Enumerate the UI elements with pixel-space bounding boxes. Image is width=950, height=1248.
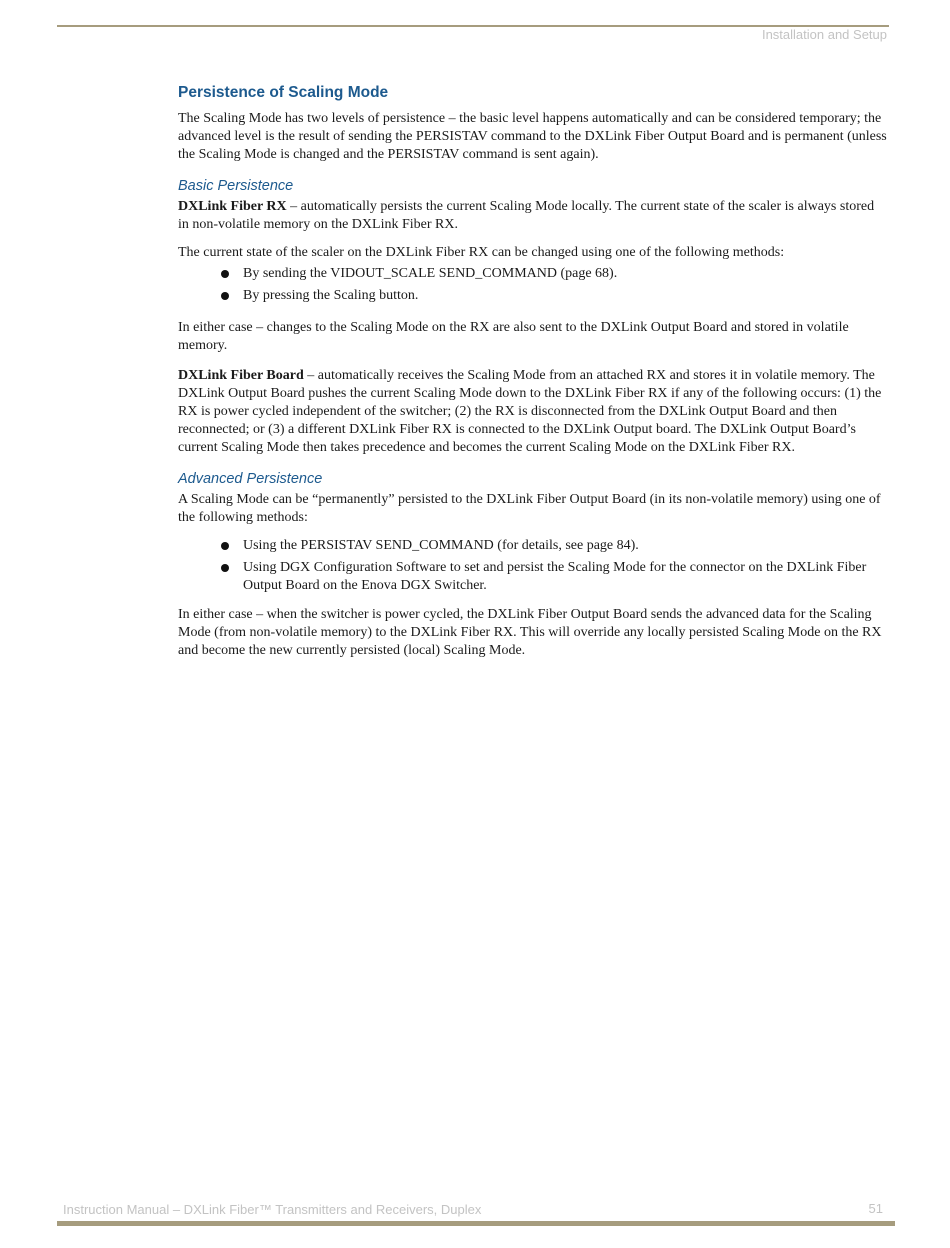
list-item-text: By sending the VIDOUT_SCALE SEND_COMMAND (page 68). [243, 266, 618, 281]
basic-persistence-heading: Basic Persistence [178, 178, 294, 194]
basic-either-case-paragraph: In either case – changes to the Scaling Mode on the RX are also sent to the DXLink Output Board and stored in volatile memory. [178, 320, 849, 353]
basic-methods-list [178, 265, 888, 305]
bullet-icon [221, 542, 229, 550]
list-item [178, 287, 888, 305]
rx-text: – automatically persists the current Scaling Mode locally. The current state of the scaler is always stored in non-volatile memory on the DXLink Fiber RX. [178, 199, 875, 232]
running-header: Installation and Setup [761, 27, 887, 42]
advanced-either-case-paragraph: In either case – when the switcher is power cycled, the DXLink Fiber Output Board sends the advanced data for the Scaling Mode (from non-volatile memory) to the DXLink Fiber RX. This will override any locally persisted Scaling Mode on the RX and become the new currently persisted (local) Scaling Mode. [178, 607, 882, 658]
board-paragraph [178, 367, 888, 457]
advanced-methods-list [178, 537, 888, 595]
list-item [178, 265, 888, 283]
advanced-persistence-heading: Advanced Persistence [178, 471, 323, 487]
page-number: 51 [868, 1201, 883, 1216]
list-item [178, 559, 888, 595]
methods-intro-paragraph: The current state of the scaler on the DXLink Fiber RX can be changed using one of the following methods: [178, 245, 785, 260]
rx-term: DXLink Fiber RX [178, 199, 287, 214]
board-text: – automatically receives the Scaling Mode from an attached RX and stores it in volatile memory. The DXLink Output Board pushes the current Scaling Mode down to the DXLink Fiber RX if any of the following occurs: (1) the RX is power cycled independent of the switcher; (2) the RX is disconnected from the DXLink Output Board and then reconnected; or (3) a different DXLink Fiber RX is connected to the DXLink Output board. The DXLink Output Board’s current Scaling Mode then takes precedence and becomes the current Scaling Mode on the DXLink Fiber RX. [178, 368, 882, 455]
section-title: Persistence of Scaling Mode [178, 84, 389, 101]
page-content [178, 82, 888, 670]
list-item [178, 537, 888, 555]
bullet-icon [221, 564, 229, 572]
list-item-text: By pressing the Scaling button. [243, 288, 419, 303]
section-intro-paragraph: The Scaling Mode has two levels of persistence – the basic level happens automatically and can be considered temporary; the advanced level is the result of sending the PERSISTAV command to the DXLink Fiber Output Board and is permanent (unless the Scaling Mode is changed and the PERSISTAV command is sent again). [178, 111, 887, 162]
rx-paragraph [178, 198, 888, 234]
board-term: DXLink Fiber Board [178, 368, 304, 383]
bullet-icon [221, 270, 229, 278]
advanced-intro-paragraph: A Scaling Mode can be “permanently” persisted to the DXLink Fiber Output Board (in its non-volatile memory) using one of the following methods: [178, 492, 881, 525]
bullet-icon [221, 292, 229, 300]
list-item-text: Using DGX Configuration Software to set and persist the Scaling Mode for the connector on the DXLink Fiber Output Board on the Enova DGX Switcher. [243, 560, 867, 593]
footer-manual-title: Instruction Manual – DXLink Fiber™ Transmitters and Receivers, Duplex [63, 1202, 482, 1217]
footer-rule [57, 1221, 895, 1226]
list-item-text: Using the PERSISTAV SEND_COMMAND (for details, see page 84). [243, 538, 639, 553]
